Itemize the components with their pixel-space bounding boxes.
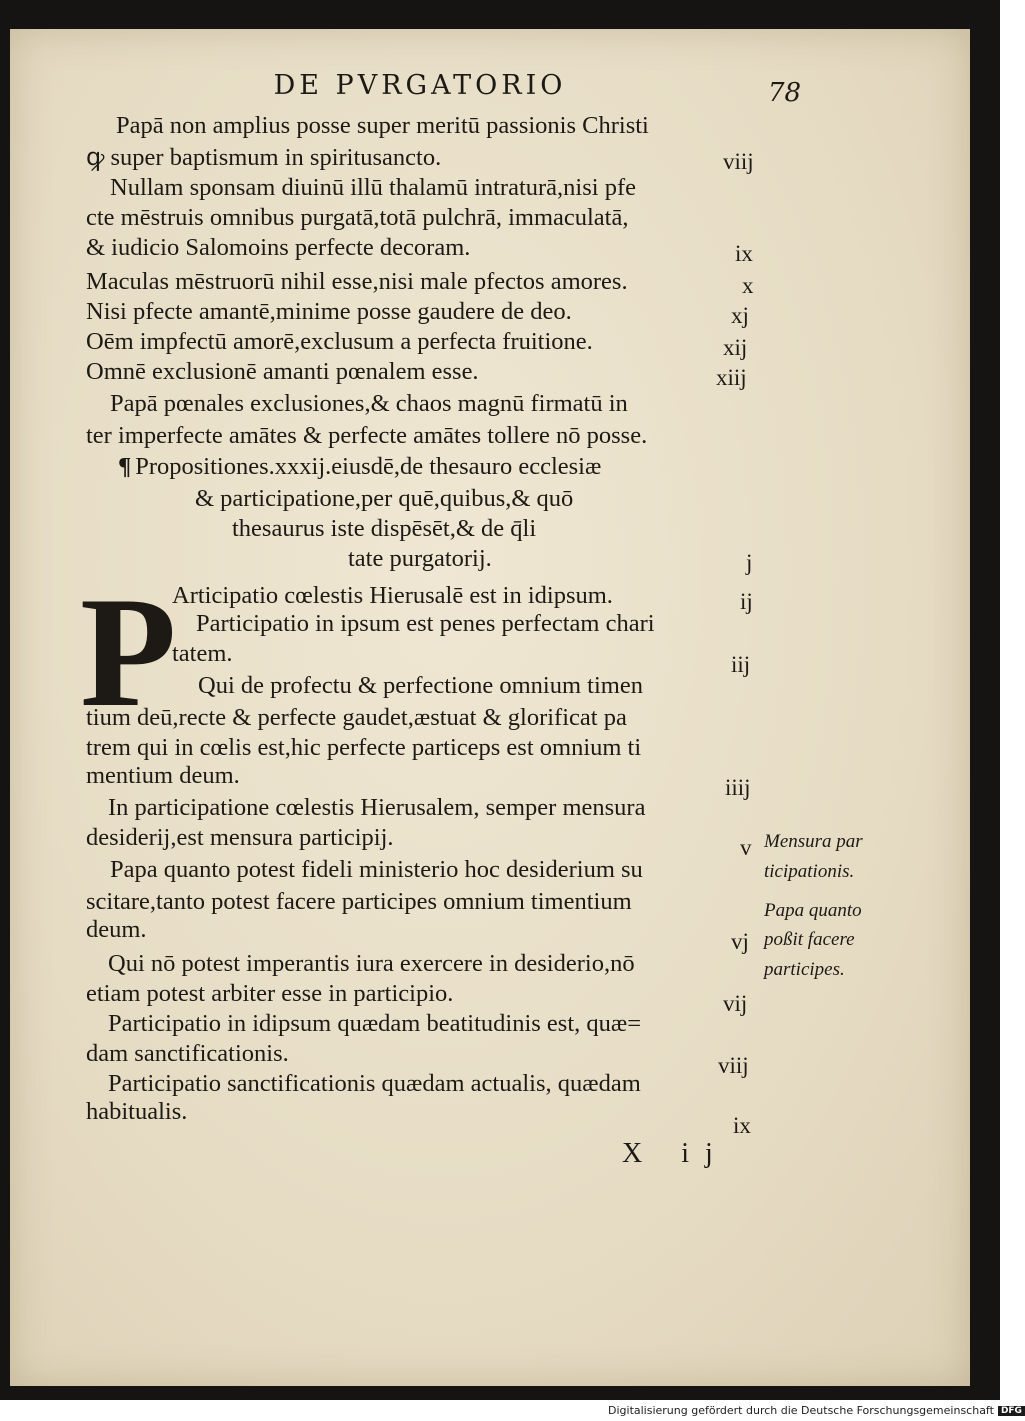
- proposition-number: xj: [731, 303, 749, 328]
- text-line: deum.: [86, 916, 147, 943]
- digitization-credit-text: Digitalisierung gefördert durch die Deutsche Forschungsgemeinschaft: [608, 1404, 994, 1417]
- margin-note: ticipationis.: [764, 861, 855, 882]
- decorated-initial: P: [80, 565, 177, 740]
- text-line: Omnē exclusionē amanti pœnalem esse.: [86, 358, 479, 385]
- text-line: tatem.: [172, 640, 233, 667]
- proposition-number: iij: [731, 652, 751, 677]
- text-line: etiam potest arbiter esse in participio.: [86, 980, 454, 1007]
- proposition-number: ij: [740, 589, 753, 614]
- text-line: habitualis.: [86, 1098, 188, 1125]
- text-line: cte mēstruis omnibus purgatā,totā pulchrā, immaculatā,: [86, 204, 629, 231]
- text-line: Qui nō potest imperantis iura exercere in desiderio,nō: [108, 950, 635, 977]
- proposition-number: viij: [718, 1053, 749, 1078]
- proposition-number: xij: [723, 335, 748, 360]
- margin-note: Papa quanto: [764, 900, 862, 921]
- proposition-number: xiij: [716, 365, 747, 390]
- section-heading-line: & participatione,per quē,quibus,& quō: [195, 485, 574, 512]
- proposition-number: iiij: [725, 775, 751, 800]
- text-line: trem qui in cœlis est,hic perfecte particeps est omnium ti: [86, 734, 642, 761]
- text-line: Papa quanto potest fideli ministerio hoc desiderium su: [110, 856, 643, 883]
- folio-number: 78: [768, 78, 802, 108]
- text-line: Nisi pfecte amantē,minime posse gaudere de deo.: [86, 298, 572, 325]
- text-line: dam sanctificationis.: [86, 1040, 289, 1067]
- text-line: In participatione cœlestis Hierusalem, semper mensura: [108, 794, 646, 821]
- text-line: scitare,tanto potest facere participes omnium timentium: [86, 888, 632, 915]
- text-line: Articipatio cœlestis Hierusalē est in idipsum.: [172, 582, 613, 609]
- text-line: Qui de profectu & perfectione omnium timen: [198, 672, 643, 699]
- text-line: Participatio in idipsum quædam beatitudinis est, quæ=: [108, 1010, 642, 1037]
- margin-note: Mensura par: [764, 831, 863, 852]
- section-heading-line: tate purgatorij.: [348, 545, 492, 572]
- text-line: tium deū,recte & perfecte gaudet,æstuat & glorificat pa: [86, 704, 627, 731]
- running-header: DE PVRGATORIO: [273, 70, 567, 101]
- text-line: Papā non amplius posse super meritū passionis Christi: [116, 112, 649, 139]
- section-heading-text: Propositiones.xxxij.eiusdē,de thesauro ecclesiæ: [135, 453, 602, 480]
- text-line: desiderij,est mensura participij.: [86, 824, 394, 851]
- signature-mark: X ij: [622, 1138, 729, 1169]
- proposition-number: viij: [723, 149, 754, 174]
- text-line: ꝙ super baptismum in spiritusancto.: [86, 144, 442, 171]
- pilcrow-mark: ¶: [118, 453, 132, 480]
- proposition-number: vj: [731, 929, 749, 954]
- text-line: Participatio sanctificationis quædam actualis, quædam: [108, 1070, 641, 1097]
- proposition-number: ix: [735, 241, 753, 266]
- proposition-number: x: [742, 273, 754, 298]
- proposition-number: v: [740, 835, 752, 860]
- margin-note: poßit facere: [764, 929, 855, 950]
- proposition-number: j: [746, 550, 753, 575]
- proposition-number: ix: [733, 1113, 751, 1138]
- text-line: ter imperfecte amātes & perfecte amātes tollere nō posse.: [86, 422, 648, 449]
- proposition-number: vij: [723, 991, 748, 1016]
- text-line: Participatio in ipsum est penes perfectam chari: [196, 610, 655, 637]
- text-line: mentium deum.: [86, 762, 240, 789]
- dfg-logo: DFG: [998, 1406, 1025, 1416]
- text-line: Maculas mēstruorū nihil esse,nisi male pfectos amores.: [86, 268, 628, 295]
- section-heading-line: [118, 455, 601, 480]
- digitization-credit: [608, 1404, 1025, 1417]
- text-line: & iudicio Salomoins perfecte decoram.: [86, 234, 471, 261]
- section-heading-line: thesaurus iste dispēsēt,& de q̄li: [232, 515, 537, 542]
- text-line: Nullam sponsam diuinū illū thalamū intraturā,nisi pfe: [110, 174, 636, 201]
- text-line: Oēm impfectū amorē,exclusum a perfecta fruitione.: [86, 328, 593, 355]
- margin-note: participes.: [764, 959, 845, 980]
- text-line: Papā pœnales exclusiones,& chaos magnū firmatū in: [110, 390, 628, 417]
